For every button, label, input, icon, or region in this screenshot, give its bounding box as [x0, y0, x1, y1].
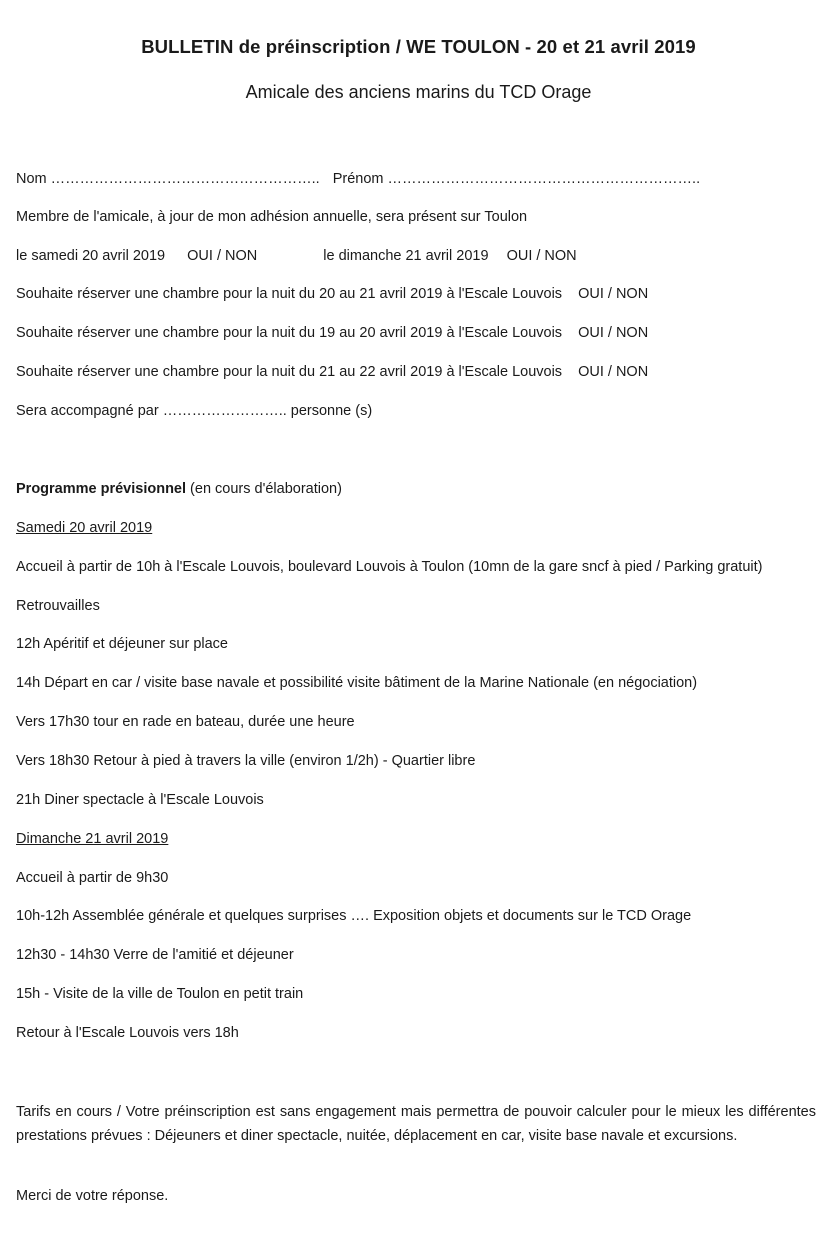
chambre-19-20-label: Souhaite réserver une chambre pour la nuit du 19 au 20 avril 2019 à l'Escale Louvois — [16, 325, 563, 341]
dimanche-item: 15h - Visite de la ville de Toulon en petit train — [16, 986, 304, 1002]
presence-line — [16, 248, 577, 264]
page-title: BULLETIN de préinscription / WE TOULON - 20 et 21 avril 2019 — [141, 36, 696, 57]
dimanche-item: 10h-12h Assemblée générale et quelques surprises …. Exposition objets et documents sur le TCD Orage — [16, 908, 692, 924]
page-subtitle: Amicale des anciens marins du TCD Orage — [245, 82, 592, 102]
chambre-20-21-line — [16, 286, 648, 302]
dimanche-choice: OUI / NON — [506, 248, 577, 264]
samedi-label: le samedi 20 avril 2019 — [16, 248, 166, 264]
samedi-item: Vers 18h30 Retour à pied à travers la ville (environ 1/2h) - Quartier libre — [16, 753, 476, 769]
samedi-item: 21h Diner spectacle à l'Escale Louvois — [16, 792, 264, 808]
tarifs-paragraph: Tarifs en cours / Votre préinscription est sans engagement mais permettra de pouvoir calculer pour le mieux les différentes prestations prévues : Déjeuners et diner spectacle, nuitée, déplacement en car, visite base navale et excursions. — [16, 1104, 816, 1144]
name-line — [16, 171, 700, 187]
dimanche-item: Retour à l'Escale Louvois vers 18h — [16, 1025, 239, 1041]
samedi-item: Accueil à partir de 10h à l'Escale Louvois, boulevard Louvois à Toulon (10mn de la gare sncf à pied / Parking gratuit) — [16, 559, 763, 575]
programme-heading — [16, 481, 342, 497]
prenom-field: Prénom ……………………………………………………….. — [332, 171, 701, 187]
chambre-21-22-choice: OUI / NON — [578, 364, 649, 380]
samedi-choice: OUI / NON — [187, 248, 258, 264]
chambre-20-21-choice: OUI / NON — [578, 286, 649, 302]
dimanche-label: le dimanche 21 avril 2019 — [323, 248, 489, 264]
chambre-19-20-line — [16, 325, 648, 341]
nom-field: Nom ……………………………………………….. — [16, 171, 320, 187]
dimanche-item: Accueil à partir de 9h30 — [16, 870, 169, 886]
programme-title: Programme prévisionnel — [16, 481, 187, 497]
chambre-19-20-choice: OUI / NON — [578, 325, 649, 341]
dimanche-heading: Dimanche 21 avril 2019 — [16, 831, 169, 847]
chambre-21-22-line — [16, 364, 648, 380]
samedi-item: Retrouvailles — [16, 598, 100, 614]
dimanche-item: 12h30 - 14h30 Verre de l'amitié et déjeuner — [16, 947, 294, 963]
programme-note: (en cours d'élaboration) — [186, 481, 342, 497]
merci-line: Merci de votre réponse. — [16, 1188, 169, 1204]
samedi-item: 12h Apéritif et déjeuner sur place — [16, 636, 228, 652]
samedi-item: 14h Départ en car / visite base navale et possibilité visite bâtiment de la Marine Nationale (en négociation) — [16, 675, 698, 691]
membre-line: Membre de l'amicale, à jour de mon adhésion annuelle, sera présent sur Toulon — [16, 209, 528, 225]
samedi-heading: Samedi 20 avril 2019 — [16, 520, 153, 536]
chambre-20-21-label: Souhaite réserver une chambre pour la nuit du 20 au 21 avril 2019 à l'Escale Louvois — [16, 286, 563, 302]
samedi-item: Vers 17h30 tour en rade en bateau, durée une heure — [16, 714, 355, 730]
accompagne-line: Sera accompagné par …………………….. personne (s) — [16, 403, 373, 419]
chambre-21-22-label: Souhaite réserver une chambre pour la nuit du 21 au 22 avril 2019 à l'Escale Louvois — [16, 364, 563, 380]
